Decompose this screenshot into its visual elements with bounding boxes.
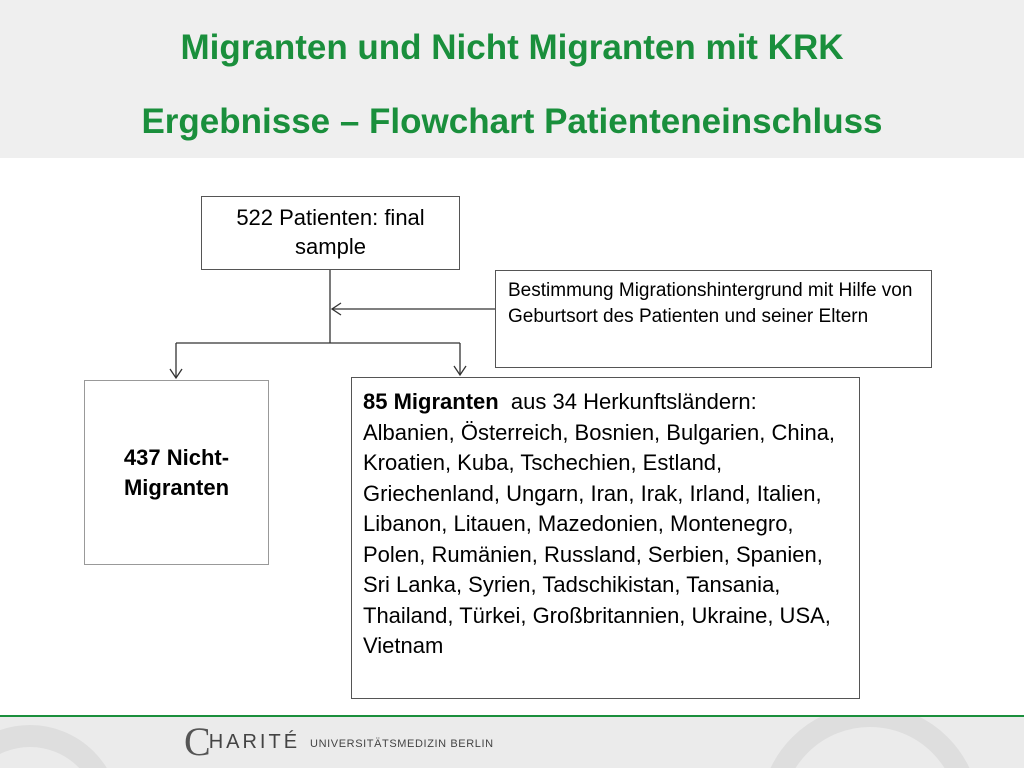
migration-method-box: Bestimmung Migrationshintergrund mit Hilfe von Geburtsort des Patienten und seiner Eltern (495, 270, 932, 368)
footer-accent-line (0, 715, 1024, 717)
slide-title: Migranten und Nicht Migranten mit KRK (180, 28, 844, 67)
footer-swirl-left (0, 725, 120, 768)
charite-logo (184, 719, 494, 764)
slide-footer (0, 715, 1024, 768)
migrants-box (351, 377, 860, 699)
final-sample-box: 522 Patienten: final sample (201, 196, 460, 270)
migrants-count: 85 Migranten (363, 389, 499, 414)
slide-subtitle: Ergebnisse – Flowchart Patienteneinschluss (141, 102, 883, 141)
non-migrants-box (84, 380, 269, 565)
migrants-countries: aus 34 Herkunftsländern: Albanien, Österreich, Bosnien, Bulgarien, China, Kroatien, Kuba, Tschechien, Estland, Griechenland, Ungarn, Iran, Irak, Irland, Italien, Libanon, Litauen, Mazedonien, Montenegro, Polen, Rumänien, Russland, Serbien, Spanien, Sri Lanka, Syrien, Tadschikistan, Tansania, Thailand, Türkei, Großbritannien, Ukraine, USA, Vietnam (363, 389, 842, 658)
non-migrants-label-line2: Migranten (123, 474, 230, 500)
logo-subtitle: UNIVERSITÄTSMEDIZIN BERLIN (310, 738, 494, 750)
non-migrants-label-line1: 437 Nicht- (123, 444, 230, 470)
footer-swirl-right (760, 715, 980, 768)
logo-c-mark: C (184, 719, 211, 764)
logo-name: HARITÉ (208, 730, 301, 753)
